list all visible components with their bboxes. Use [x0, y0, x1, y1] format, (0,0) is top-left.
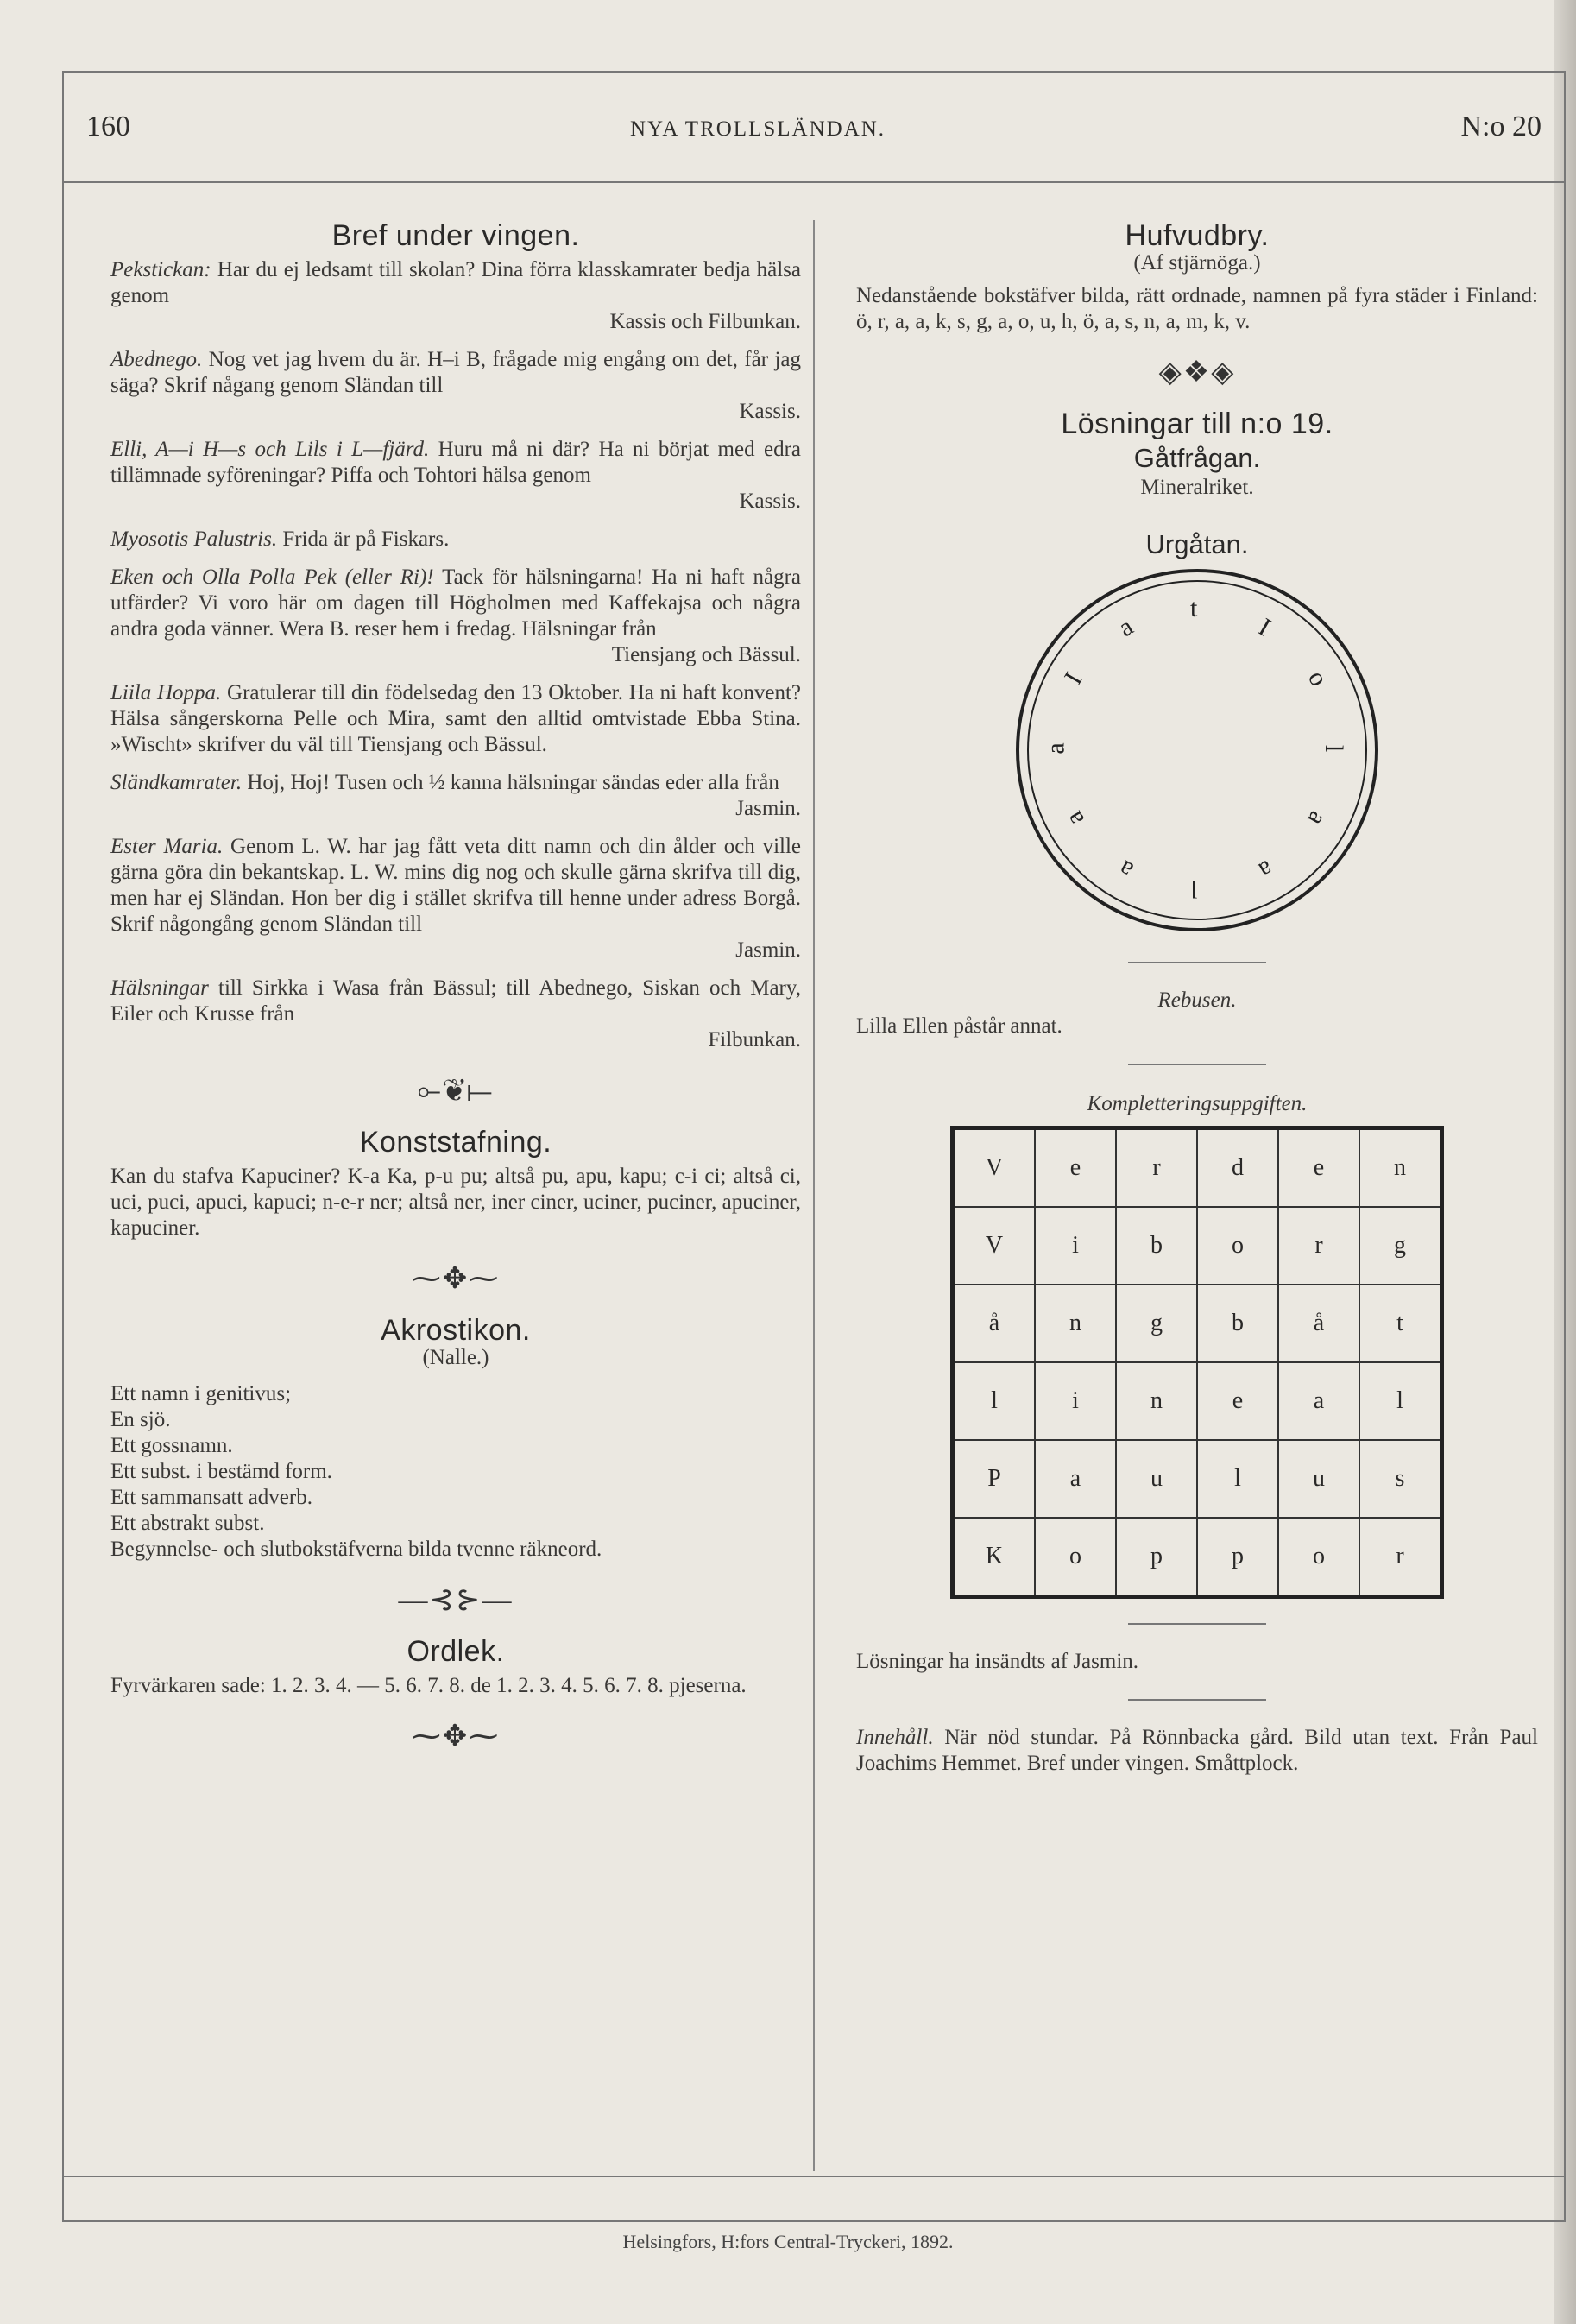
bref-entry — [110, 347, 801, 425]
grid-cell: e — [1278, 1128, 1359, 1208]
losningar-section — [856, 407, 1538, 1777]
bref-entry-signature: Tiensjang och Bässul. — [611, 643, 801, 666]
grid-cell: å — [953, 1285, 1036, 1362]
grid-cell: b — [1116, 1207, 1197, 1285]
bref-entry — [110, 527, 801, 553]
ordlek-section — [110, 1635, 801, 1699]
bref-entry-signature: Kassis. — [739, 400, 801, 423]
grid-cell: o — [1197, 1207, 1278, 1285]
bref-entry-text: Tack för hälsningarna! Ha ni haft några utfärder? Vi voro här om dagen till Högholmen med Kaffekajsa och några andra goda vänner. Wera B. reser hem i fredag. Hälsningar från — [110, 565, 801, 641]
grid-cell: b — [1197, 1285, 1278, 1362]
akro-line: Ett abstrakt subst. — [110, 1512, 265, 1535]
hufvud-section — [856, 219, 1538, 335]
akro-line: Begynnelse- och slutbokstäfverna bilda tvenne räkneord. — [110, 1538, 602, 1561]
grid-cell: o — [1035, 1518, 1116, 1597]
bref-entry-signature: Jasmin. — [735, 797, 801, 820]
konst-text: Kan du stafva Kapuciner? K-a Ka, p-u pu; altså pu, apu, kapu; c-i ci; altså ci, uci, puci, apuci, kapuci; n-e-r ner; altså ner, iner ciner, uciner, puciner, apuciner, kapuciner. — [110, 1165, 801, 1240]
dial-letter: a — [1253, 855, 1278, 886]
grid-cell: P — [953, 1440, 1036, 1518]
issue-number: N:o 20 — [1460, 111, 1541, 142]
bref-entry — [110, 437, 801, 515]
akro-line: Ett subst. i bestämd form. — [110, 1460, 332, 1483]
bref-entry-text: Huru må ni där? Ha ni börjat med edra tillämnade syföreningar? Piffa och Tohtori hälsa genom — [110, 438, 801, 487]
grid-row — [953, 1128, 1442, 1208]
bref-entry-addressee: Eken och Olla Polla Pek (eller Ri)! — [110, 565, 434, 589]
bref-entry-addressee: Liila Hoppa. — [110, 681, 222, 704]
grid-cell: n — [1359, 1128, 1442, 1208]
dial-letter: a — [1059, 806, 1090, 831]
grid-cell: å — [1278, 1285, 1359, 1362]
grid-cell: r — [1359, 1518, 1442, 1597]
grid-cell: u — [1278, 1440, 1359, 1518]
grid-cell: r — [1278, 1207, 1359, 1285]
ordlek-title: Ordlek. — [407, 1635, 505, 1668]
gatfragan-title: Gåtfrågan. — [1133, 443, 1261, 473]
grid-row — [953, 1207, 1442, 1285]
bref-entry — [110, 770, 801, 822]
footer-rule — [62, 2176, 1566, 2177]
grid-cell: g — [1359, 1207, 1442, 1285]
grid-cell: n — [1035, 1285, 1116, 1362]
rebusen-text: Lilla Ellen påstår annat. — [856, 1014, 1062, 1038]
bref-section — [110, 219, 802, 1053]
grid-cell: n — [1116, 1362, 1197, 1440]
grid-row — [953, 1362, 1442, 1440]
dial-letter: l — [1320, 744, 1349, 753]
grid-cell: p — [1116, 1518, 1197, 1597]
bref-entry-addressee: Sländkamrater. — [110, 771, 243, 794]
bref-entry — [110, 257, 801, 335]
ornament-divider: ⁓✥⁓ — [411, 1263, 501, 1295]
publication-title: NYA TROLLSLÄNDAN. — [630, 117, 886, 141]
konst-section — [110, 1126, 801, 1241]
bref-entry — [110, 565, 801, 668]
innehall — [856, 1725, 1538, 1777]
rule — [1128, 1699, 1266, 1701]
grid-cell: e — [1035, 1128, 1116, 1208]
ordlek-text: Fyrvärkaren sade: 1. 2. 3. 4. — 5. 6. 7. 8. de 1. 2. 3. 4. 5. 6. 7. 8. pjeserna. — [110, 1674, 747, 1697]
dial-letter: t — [1190, 594, 1198, 622]
bref-entry-text: Gratulerar till din födelsedag den 13 Oktober. Ha ni haft konvent? Hälsa sångerskorna Pelle och Mira, samt den alltid omtvistade Ebba Stina. »Wischt» skrifver du väl till Tiensjang och Bässul. — [110, 681, 802, 756]
rule — [1128, 1064, 1266, 1065]
dial-letter: I — [1058, 667, 1088, 690]
akro-line: Ett gossnamn. — [110, 1434, 233, 1457]
grid-cell: r — [1116, 1128, 1197, 1208]
dial-letter: a — [1041, 742, 1070, 755]
bref-entry-signature: Jasmin. — [735, 938, 801, 962]
grid-cell: V — [953, 1128, 1036, 1208]
grid-cell: g — [1116, 1285, 1197, 1362]
bref-entry-addressee: Ester Maria. — [110, 835, 224, 858]
bref-title: Bref under vingen. — [331, 219, 580, 252]
gatfragan-answer: Mineralriket. — [1140, 476, 1254, 499]
grid-cell: l — [1359, 1362, 1442, 1440]
konst-title: Konststafning. — [359, 1126, 552, 1159]
grid-cell: u — [1116, 1440, 1197, 1518]
grid-cell: i — [1035, 1362, 1116, 1440]
grid-cell: s — [1359, 1440, 1442, 1518]
bref-entry-text: Hoj, Hoj! Tusen och ½ kanna hälsningar sändas eder alla från — [242, 771, 779, 794]
rebusen-title: Rebusen. — [1157, 988, 1237, 1012]
akro-line: En sjö. — [110, 1408, 171, 1431]
printer-imprint: Helsingfors, H:fors Central-Tryckeri, 1892. — [622, 2231, 954, 2252]
dial-letter: o — [1302, 666, 1334, 692]
grid-cell: t — [1359, 1285, 1442, 1362]
bref-entry-text: Har du ej ledsamt till skolan? Dina förra klasskamrater bedja hälsa genom — [110, 258, 801, 307]
hufvud-author: (Af stjärnöga.) — [1133, 251, 1261, 275]
urgatan-title: Urgåtan. — [1145, 529, 1249, 559]
grid-cell: i — [1035, 1207, 1116, 1285]
bref-entry-addressee: Myosotis Palustris. — [110, 527, 278, 551]
losningar-title: Lösningar till n:o 19. — [1061, 407, 1333, 440]
bref-entry-addressee: Elli, A—i H—s och Lils i L—fjärd. — [110, 438, 430, 461]
akro-line: Ett namn i genitivus; — [110, 1382, 292, 1405]
header-rule — [62, 181, 1566, 183]
bref-entry-addressee: Hälsningar — [110, 976, 209, 1000]
bref-entry-signature: Kassis och Filbunkan. — [609, 310, 801, 333]
hufvud-text: Nedanstående bokstäfver bilda, rätt ordnade, namnen på fyra städer i Finland: ö, r, a, a, k, s, g, a, o, u, h, ö, a, s, n, a, m, k, v. — [856, 284, 1538, 333]
innehall-lead: Innehåll. — [856, 1726, 934, 1749]
bref-entry-text: Genom L. W. har jag fått veta ditt namn och din ålder och ville gärna göra din bekantskap. L. W. mins dig nog och skulle gärna skrifva till dig, men har ej Sländan. Hon ber dig i stället skrifva till henne under adress Borgå. Skrif någongång genom Sländan till — [110, 835, 802, 936]
rule — [1128, 962, 1266, 963]
grid-row — [953, 1518, 1442, 1597]
innehall-text: När nöd stundar. På Rönnbacka gård. Bild utan text. Från Paul Joachims Hemmet. Bref under vingen. Småttplock. — [856, 1726, 1538, 1775]
grid-cell: l — [1197, 1440, 1278, 1518]
hufvud-title: Hufvudbry. — [1125, 219, 1270, 252]
grid-cell: e — [1197, 1362, 1278, 1440]
bref-entry — [110, 834, 801, 963]
akro-author: (Nalle.) — [422, 1346, 489, 1369]
grid-cell: l — [953, 1362, 1036, 1440]
grid-cell: a — [1278, 1362, 1359, 1440]
bref-entry-signature: Filbunkan. — [708, 1028, 801, 1051]
bref-entry-signature: Kassis. — [739, 489, 801, 513]
left-column — [110, 219, 802, 1775]
page-number: 160 — [86, 111, 130, 142]
akro-section — [110, 1314, 801, 1563]
komplett-title: Kompletteringsuppgiften. — [1087, 1092, 1308, 1115]
dial-letter: a — [1302, 806, 1333, 831]
bref-entry — [110, 976, 801, 1053]
bref-entry-addressee: Abednego. — [110, 348, 203, 371]
right-column — [856, 219, 1538, 1789]
ornament-divider: ⟜❦⟝ — [417, 1075, 495, 1107]
grid-row — [953, 1440, 1442, 1518]
dial-letter: I — [1253, 612, 1276, 642]
ornament-divider: ⁓✥⁓ — [411, 1721, 501, 1752]
clock-dial — [1012, 565, 1383, 936]
akro-title: Akrostikon. — [381, 1314, 531, 1347]
bref-entry-text: Frida är på Fiskars. — [277, 527, 450, 551]
bref-entry — [110, 680, 801, 758]
bref-entry-text: Nog vet jag hvem du är. H–i B, frågade mig engång om det, får jag säga? Skrif någang genom Sländan till — [110, 348, 801, 397]
komplett-grid — [950, 1126, 1444, 1599]
grid-cell: K — [953, 1518, 1036, 1597]
akro-line: Ett sammansatt adverb. — [110, 1486, 312, 1509]
dial-letter: a — [1113, 611, 1138, 642]
column-divider — [813, 220, 815, 2171]
grid-cell: V — [953, 1207, 1036, 1285]
bref-entry-text: till Sirkka i Wasa från Bässul; till Abednego, Siskan och Mary, Eiler och Krusse från — [110, 976, 801, 1026]
dial-letter: a — [1113, 855, 1138, 886]
dial-letter: l — [1190, 875, 1198, 903]
ornament-divider: ◈❖◈ — [1158, 357, 1236, 388]
rule — [1128, 1623, 1266, 1625]
akro-lines — [110, 1381, 801, 1563]
grid-cell: d — [1197, 1128, 1278, 1208]
bref-entry-addressee: Pekstickan: — [110, 258, 211, 281]
bref-entries — [110, 257, 801, 1053]
grid-row — [953, 1285, 1442, 1362]
komplett-note: Lösningar ha insändts af Jasmin. — [856, 1650, 1139, 1673]
grid-cell: p — [1197, 1518, 1278, 1597]
grid-cell: o — [1278, 1518, 1359, 1597]
ornament-divider: —⊰⊱— — [398, 1584, 514, 1616]
grid-cell: a — [1035, 1440, 1116, 1518]
